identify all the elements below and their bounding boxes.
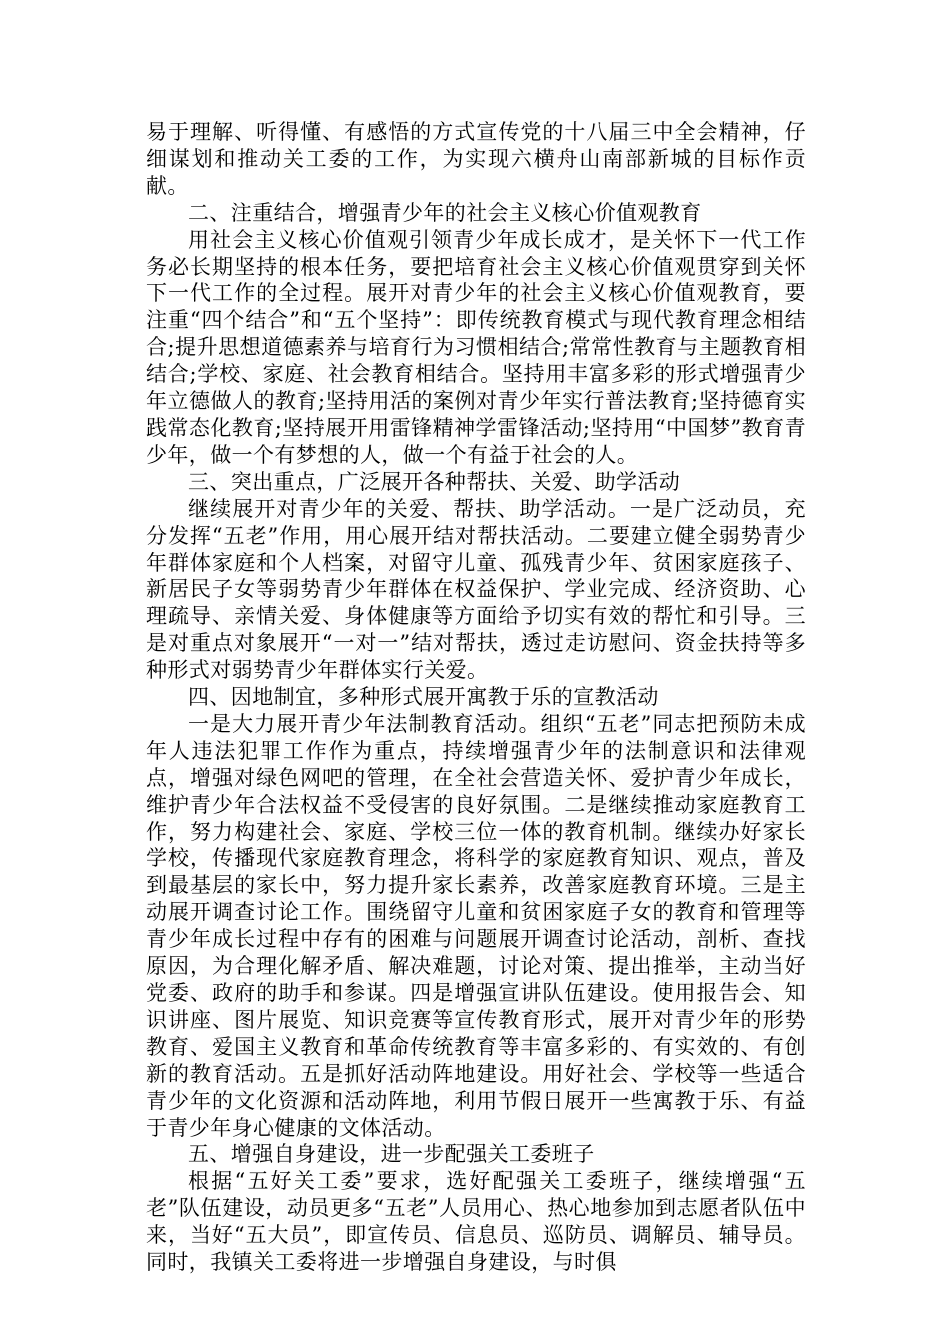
body-paragraph-3: 继续展开对青少年的关爱、帮扶、助学活动。一是广泛动员，充分发挥“五老”作用，用心展开结对帮扶活动。二要建立健全弱势青少年群体家庭和个人档案，对留守儿童、孤残青少年、贫困家庭孩子、新居民子女等弱势青少年群体在权益保护、学业完成、经济资助、心理疏导、亲情关爱、身体健康等方面给予切实有效的帮忙和引导。三是对重点对象展开“一对一”结对帮扶，透过走访慰问、资金扶持等多种形式对弱势青少年群体实行关爱。 bbox=[146, 496, 806, 683]
section-heading-2: 二、注重结合，增强青少年的社会主义核心价值观教育 bbox=[188, 200, 702, 225]
section-heading-5: 五、增强自身建设，进一步配强关工委班子 bbox=[188, 1142, 595, 1167]
body-paragraph-4: 一是大力展开青少年法制教育活动。组织“五老”同志把预防未成年人违法犯罪工作作为重点，持续增强青少年的法制意识和法律观点，增强对绿色网吧的管理，在全社会营造关怀、爱护青少年成长，维护青少年合法权益不受侵害的良好氛围。二是继续推动家庭教育工作，努力构建社会、家庭、学校三位一体的教育机制。继续办好家长学校，传播现代家庭教育理念，将科学的家庭教育知识、观点，普及到最基层的家长中，努力提升家长素养，改善家庭教育环境。三是主动展开调查讨论工作。围绕留守儿童和贫困家庭子女的教育和管理等青少年成长过程中存有的困难与问题展开调查讨论活动，剖析、查找原因，为合理化解矛盾、解决难题，讨论对策、提出推举，主动当好党委、政府的助手和参谋。四是增强宣讲队伍建设。使用报告会、知识讲座、图片展览、知识竞赛等宣传教育形式，展开对青少年的形势教育、爱国主义教育和革命传统教育等丰富多彩的、有实效的、有创新的教育活动。五是抓好活动阵地建设。用好社会、学校等一些适合青少年的文化资源和活动阵地，利用节假日展开一些寓教于乐、有益于青少年身心健康的文体活动。 bbox=[146, 711, 806, 1140]
continuation-paragraph: 易于理解、听得懂、有感悟的方式宣传党的十八届三中全会精神，仔细谋划和推动关工委的工作，为实现六横舟山南部新城的目标作贡献。 bbox=[146, 120, 806, 198]
body-paragraph-2: 用社会主义核心价值观引领青少年成长成才，是关怀下一代工作务必长期坚持的根本任务，要把培育社会主义核心价值观贯穿到关怀下一代工作的全过程。展开对青少年的社会主义核心价值观教育，要注重“四个结合”和“五个坚持”：即传统教育模式与现代教育理念相结合;提升思想道德素养与培育行为习惯相结合;常常性教育与主题教育相结合;学校、家庭、社会教育相结合。坚持用丰富多彩的形式增强青少年立德做人的教育;坚持用活的案例对青少年实行普法教育;坚持德育实践常态化教育;坚持展开用雷锋精神学雷锋活动;坚持用“中国梦”教育青少年，做一个有梦想的人，做一个有益于社会的人。 bbox=[146, 227, 806, 467]
section-heading-3: 三、突出重点，广泛展开各种帮扶、关爱、助学活动 bbox=[188, 469, 681, 494]
document-page bbox=[146, 119, 806, 1276]
section-heading-4: 四、因地制宜，多种形式展开寓教于乐的宣教活动 bbox=[188, 685, 659, 710]
body-paragraph-5: 根据“五好关工委”要求，选好配强关工委班子，继续增强“五老”队伍建设，动员更多“五老”人员用心、热心地参加到志愿者队伍中来，当好“五大员”，即宣传员、信息员、巡防员、调解员、辅导员。同时，我镇关工委将进一步增强自身建设，与时俱 bbox=[146, 1169, 806, 1275]
